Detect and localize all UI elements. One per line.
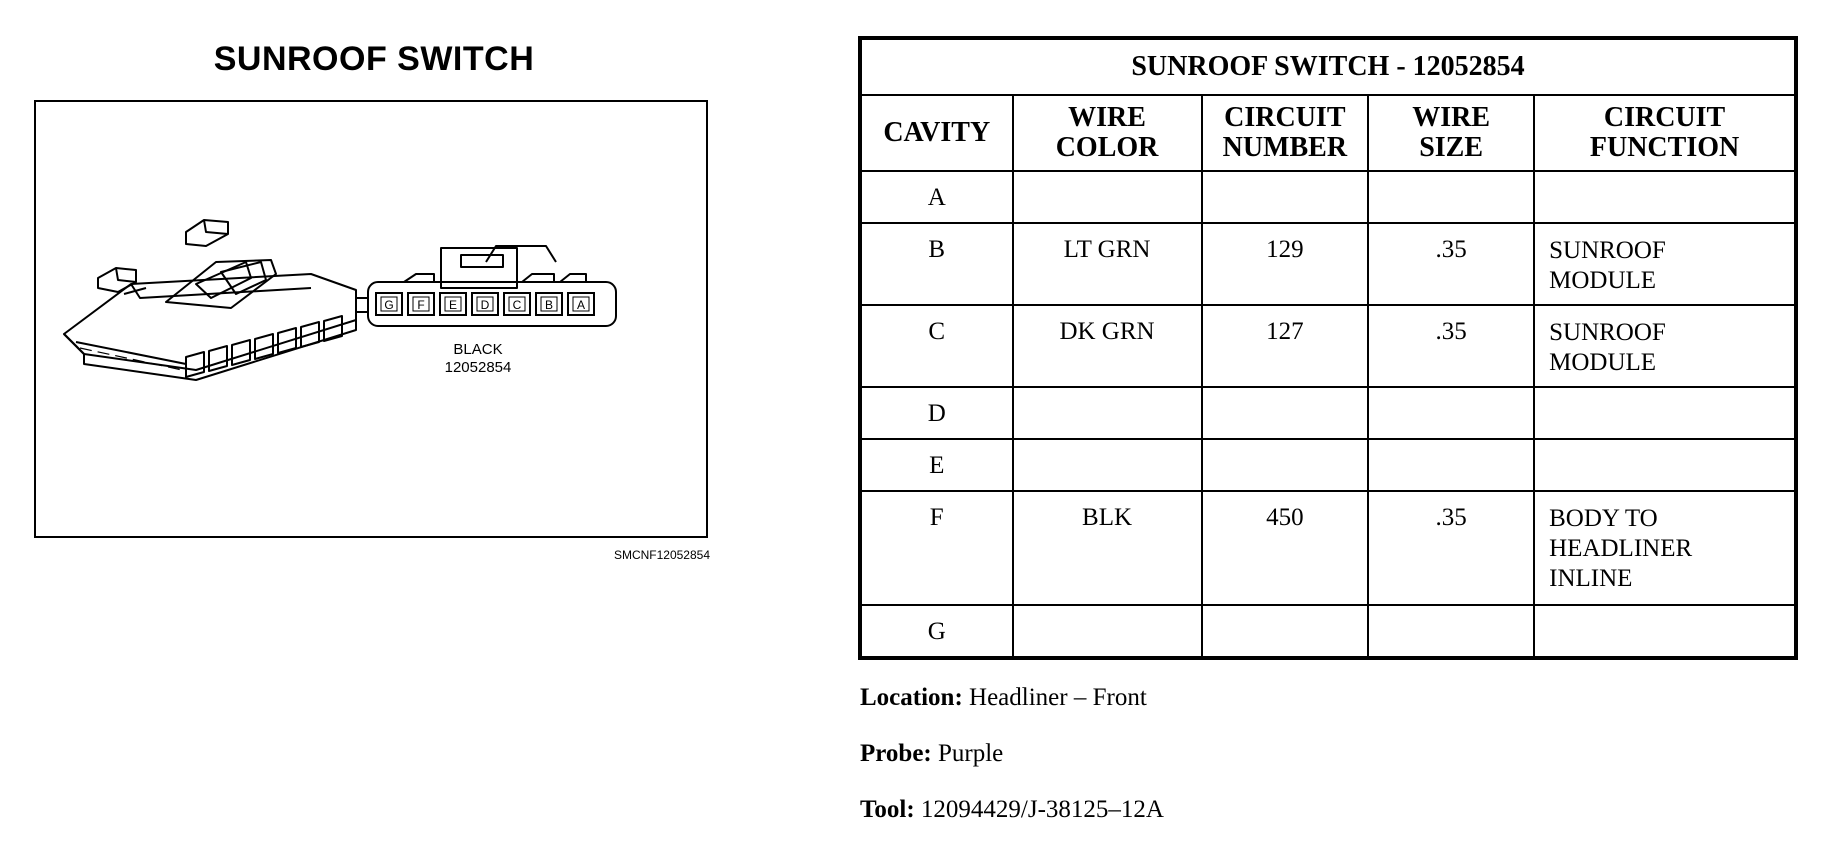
cell-circuit-function: [1534, 439, 1796, 491]
cell-circuit-function: [1534, 605, 1796, 658]
cell-circuit-function: BODY TO HEADLINER INLINE: [1534, 491, 1796, 605]
cell-wire-color: [1013, 605, 1202, 658]
cell-wire-size: .35: [1368, 491, 1534, 605]
table-row: [860, 171, 1796, 223]
figure-title: SUNROOF SWITCH: [213, 40, 535, 78]
cavity-label-a: A: [576, 298, 586, 312]
cell-wire-size: .35: [1368, 305, 1534, 387]
header-circuit-function: CIRCUIT FUNCTION: [1534, 95, 1796, 171]
tool-note: Tool: 12094429/J-38125–12A: [860, 796, 1164, 823]
cavity-label-b: B: [544, 298, 554, 312]
cell-wire-color: LT GRN: [1013, 223, 1202, 305]
cell-circuit-function: SUNROOF MODULE: [1534, 305, 1796, 387]
cell-circuit-number: [1202, 605, 1369, 658]
cell-circuit-number: 127: [1202, 305, 1369, 387]
cell-wire-color: [1013, 387, 1202, 439]
header-circuit-number: CIRCUIT NUMBER: [1202, 95, 1369, 171]
cell-cavity: D: [860, 387, 1013, 439]
cell-circuit-number: [1202, 387, 1369, 439]
header-wire-color: WIRE COLOR: [1013, 95, 1202, 171]
cell-wire-size: [1368, 439, 1534, 491]
connector-front-cavities: [186, 316, 342, 377]
cavity-label-e: E: [448, 298, 458, 312]
cell-circuit-number: 450: [1202, 491, 1369, 605]
header-wire-size: WIRE SIZE: [1368, 95, 1534, 171]
table-row: [860, 491, 1796, 605]
cell-cavity: A: [860, 171, 1013, 223]
cell-cavity: F: [860, 491, 1013, 605]
table-row: [860, 439, 1796, 491]
cell-wire-size: [1368, 605, 1534, 658]
cavity-letter-boxes: [376, 293, 594, 315]
connector-color-label: BLACK: [453, 341, 503, 358]
cell-cavity: E: [860, 439, 1013, 491]
cell-wire-color: [1013, 439, 1202, 491]
table-caption: SUNROOF SWITCH - 12052854: [860, 38, 1796, 95]
connector-drawing: [36, 102, 706, 536]
header-cavity: CAVITY: [860, 95, 1013, 171]
connector-part-number: 12052854: [444, 359, 512, 376]
table-row: [860, 387, 1796, 439]
cell-cavity: C: [860, 305, 1013, 387]
cavity-label-f: F: [417, 298, 425, 312]
table-row: [860, 305, 1796, 387]
connector-illustration: [34, 100, 708, 538]
cell-cavity: G: [860, 605, 1013, 658]
cell-wire-size: .35: [1368, 223, 1534, 305]
cell-cavity: B: [860, 223, 1013, 305]
cell-wire-size: [1368, 171, 1534, 223]
cell-wire-size: [1368, 387, 1534, 439]
probe-note: Probe: Purple: [860, 740, 1004, 767]
table-row: [860, 605, 1796, 658]
connector-front-face: [84, 320, 356, 380]
cell-circuit-number: [1202, 171, 1369, 223]
table-row: [860, 223, 1796, 305]
cavity-label-c: C: [512, 298, 522, 312]
location-note: Location: Headliner – Front: [860, 684, 1147, 711]
cell-wire-color: DK GRN: [1013, 305, 1202, 387]
pinout-table: [858, 36, 1798, 660]
cell-wire-color: [1013, 171, 1202, 223]
cavity-label-g: G: [384, 298, 394, 312]
cell-circuit-function: [1534, 171, 1796, 223]
cell-wire-color: BLK: [1013, 491, 1202, 605]
cell-circuit-number: 129: [1202, 223, 1369, 305]
cavity-label-d: D: [480, 298, 490, 312]
cell-circuit-number: [1202, 439, 1369, 491]
cell-circuit-function: [1534, 387, 1796, 439]
cell-circuit-function: SUNROOF MODULE: [1534, 223, 1796, 305]
figure-reference-code: SMCNF12052854: [613, 548, 710, 562]
